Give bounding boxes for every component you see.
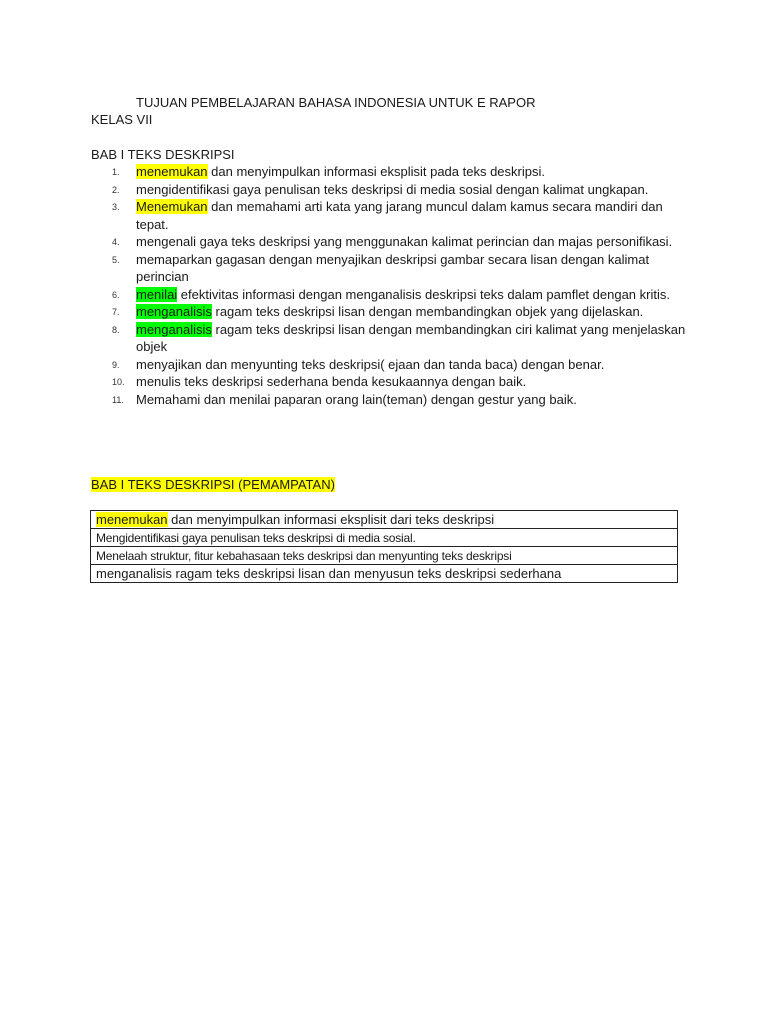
table-cell: [91, 547, 678, 565]
item-number: 9.: [112, 359, 120, 370]
item-number: 5.: [112, 254, 120, 265]
list-item: [91, 373, 691, 391]
cell-text: menganalisis ragam teks deskripsi lisan dan menyusun teks deskripsi sederhana: [96, 565, 562, 581]
item-number: 4.: [112, 237, 120, 247]
table-row: [91, 547, 678, 565]
item-text: efektivitas informasi dengan menganalisis deskripsi teks dalam pamflet dengan kritis.: [177, 286, 670, 302]
summary-heading: [91, 476, 335, 494]
cell-text: dan menyimpulkan informasi eksplisit dari teks deskripsi: [167, 511, 495, 527]
list-item: [91, 233, 691, 251]
list-item: [91, 163, 691, 181]
item-number: 11.: [112, 394, 124, 405]
item-text: menyajikan dan menyunting teks deskripsi( ejaan dan tanda baca) dengan benar.: [136, 356, 605, 372]
list-item: [91, 198, 691, 233]
list-item: [91, 321, 691, 356]
class-label: KELAS VII: [91, 112, 153, 127]
list-item: [91, 356, 691, 374]
chapter-heading: BAB I TEKS DESKRIPSI: [91, 147, 235, 162]
table-cell: [91, 529, 678, 547]
item-number: 3.: [112, 202, 120, 212]
item-number: 2.: [112, 184, 120, 195]
table-cell: [91, 565, 678, 583]
table-row: [91, 565, 678, 583]
highlighted-keyword: Menemukan: [136, 199, 208, 214]
list-item: [91, 181, 691, 199]
summary-table: [90, 510, 678, 583]
list-item: [91, 286, 691, 304]
item-text: ragam teks deskripsi lisan dengan membandingkan ciri kalimat yang menjelaskan objek: [136, 321, 686, 354]
cell-text: Menelaah struktur, fitur kebahasaan teks deskripsi dan menyunting teks deskripsi: [96, 548, 512, 563]
item-text: dan memahami arti kata yang jarang muncul dalam kamus secara mandiri dan tepat.: [136, 199, 663, 232]
item-number: 8.: [112, 324, 120, 335]
item-text: dan menyimpulkan informasi eksplisit pada teks deskripsi.: [207, 164, 545, 179]
item-number: 1.: [112, 167, 120, 177]
cell-text: Mengidentifikasi gaya penulisan teks deskripsi di media sosial.: [96, 530, 416, 545]
item-text: memaparkan gagasan dengan menyajikan deskripsi gambar secara lisan dengan kalimat perincian: [136, 251, 650, 284]
list-item: [91, 391, 691, 409]
item-text: ragam teks deskripsi lisan dengan membandingkan objek yang dijelaskan.: [211, 304, 644, 319]
highlighted-keyword: menemukan: [136, 164, 208, 179]
item-text: Memahami dan menilai paparan orang lain(teman) dengan gestur yang baik.: [136, 391, 577, 407]
table-row: [91, 529, 678, 547]
objectives-list: [91, 163, 691, 408]
item-number: 7.: [112, 307, 120, 317]
table-cell: [91, 511, 678, 529]
item-text: menulis teks deskripsi sederhana benda kesukaannya dengan baik.: [136, 374, 527, 389]
highlighted-keyword: menganalisis: [136, 321, 212, 337]
item-number: 6.: [112, 289, 120, 300]
highlighted-keyword: menemukan: [96, 511, 168, 527]
item-number: 10.: [112, 377, 125, 387]
highlighted-keyword: menilai: [136, 286, 178, 302]
list-item: [91, 303, 691, 321]
item-text: mengidentifikasi gaya penulisan teks deskripsi di media sosial dengan kalimat ungkapan.: [136, 181, 649, 197]
table-row: [91, 511, 678, 529]
page-title: TUJUAN PEMBELAJARAN BAHASA INDONESIA UNTUK E RAPOR: [136, 95, 536, 110]
summary-heading-text: BAB I TEKS DESKRIPSI (PEMAMPATAN): [91, 477, 335, 492]
list-item: [91, 251, 691, 286]
item-text: mengenali gaya teks deskripsi yang menggunakan kalimat perincian dan majas personifikasi.: [136, 234, 673, 249]
highlighted-keyword: menganalisis: [136, 304, 212, 319]
